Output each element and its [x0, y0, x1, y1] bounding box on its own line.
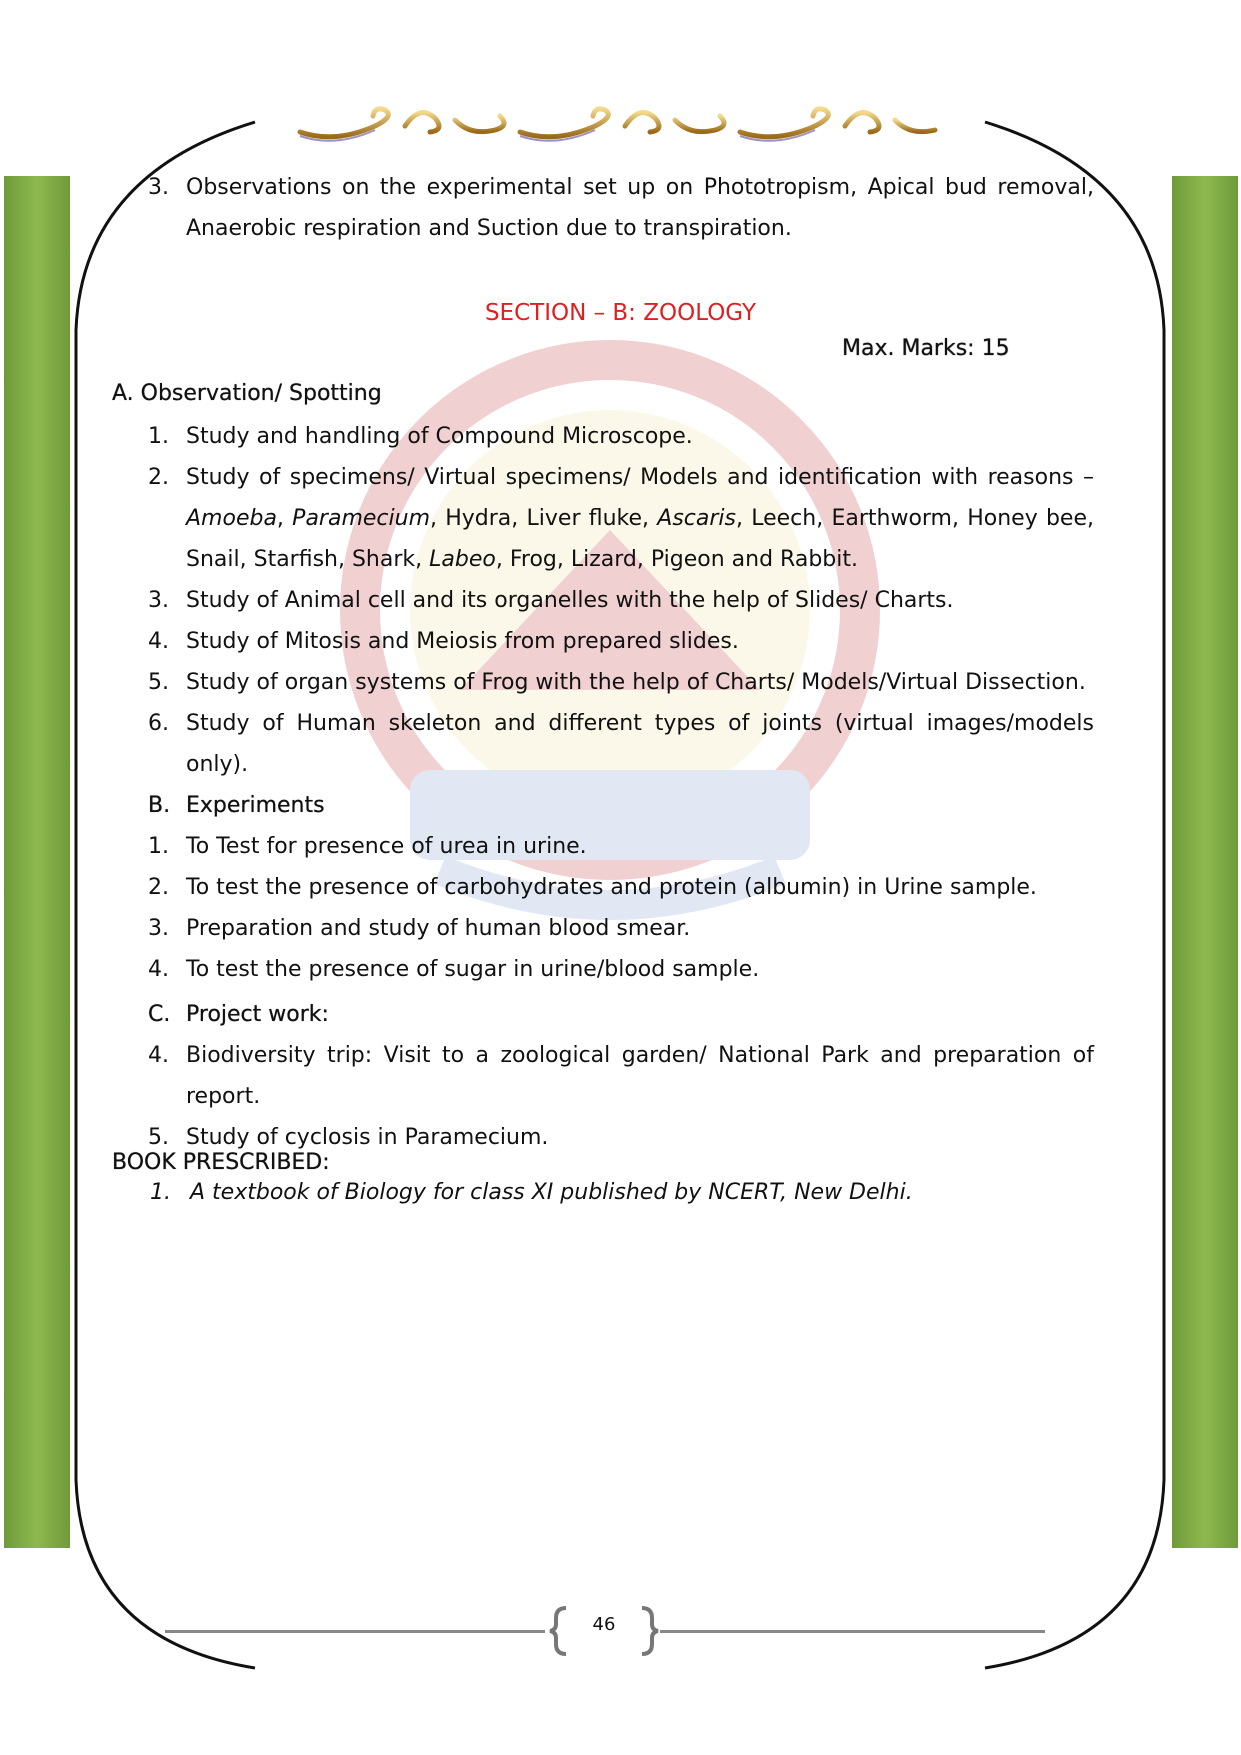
item-number: 4.: [148, 1043, 169, 1068]
item-text: Study of Animal cell and its organelles with the help of Slides/ Charts.: [186, 588, 954, 613]
header-ornament-icon: [295, 96, 945, 152]
page-number: 46: [592, 1614, 616, 1635]
book-item: [150, 1180, 913, 1205]
list-item: [148, 949, 1094, 990]
text-segment: ,: [276, 506, 293, 531]
item-number: 1.: [148, 424, 169, 449]
section-title: SECTION – B: ZOOLOGY: [484, 300, 757, 326]
text-segment: , Leech, Earthworm, Honey bee, Snail, Starfish, Shark,: [186, 506, 1094, 572]
list-item: [148, 908, 1094, 949]
max-marks: Max. Marks: 15: [842, 336, 1010, 361]
part-c-title: Project work:: [186, 1002, 329, 1027]
item-number: 2.: [148, 875, 169, 900]
intro-list-item: [148, 167, 1094, 249]
list-item: [148, 867, 1094, 908]
footer-rule-right: [660, 1630, 1045, 1633]
intro-item-number: 3.: [148, 175, 169, 200]
list-item: [148, 826, 1094, 867]
book-item-text: A textbook of Biology for class XI published by NCERT, New Delhi.: [190, 1180, 913, 1205]
item-number: 2.: [148, 465, 169, 490]
item-number: 6.: [148, 711, 169, 736]
species-name: Ascaris: [657, 506, 736, 531]
part-a-heading: A. Observation/ Spotting: [112, 381, 382, 406]
item-text: To test the presence of sugar in urine/blood sample.: [186, 957, 760, 982]
text-segment: , Hydra, Liver fluke,: [430, 506, 658, 531]
text-segment: , Frog, Lizard, Pigeon and Rabbit.: [495, 547, 858, 572]
part-c-heading: [148, 994, 1094, 1035]
item-text: To test the presence of carbohydrates and protein (albumin) in Urine sample.: [186, 875, 1037, 900]
item-number: 4.: [148, 957, 169, 982]
part-c-list: [148, 994, 1094, 1158]
list-item: [148, 1035, 1094, 1117]
book-item-number: 1.: [150, 1180, 171, 1205]
item-number: 3.: [148, 588, 169, 613]
list-item: [148, 580, 1094, 621]
list-item: [148, 416, 1094, 457]
item-text: Study and handling of Compound Microscope.: [186, 424, 693, 449]
species-name: Paramecium: [292, 506, 430, 531]
item-number: 5.: [148, 1125, 169, 1150]
item-number: 1.: [148, 834, 169, 859]
list-item: [148, 457, 1094, 580]
list-item: [148, 662, 1094, 703]
item-text: Biodiversity trip: Visit to a zoological garden/ National Park and preparation of report.: [186, 1043, 1094, 1109]
list-item: [148, 703, 1094, 785]
item-number: 5.: [148, 670, 169, 695]
part-a-list: [148, 416, 1094, 990]
species-name: Labeo: [429, 547, 496, 572]
intro-item-text: Observations on the experimental set up on Phototropism, Apical bud removal, Anaerobic respiration and Suction due to transpiration.: [186, 175, 1094, 241]
part-b-label: B.: [148, 793, 171, 818]
item-text: Study of Mitosis and Meiosis from prepared slides.: [186, 629, 739, 654]
text-segment: Study of specimens/ Virtual specimens/ Models and identification with reasons –: [186, 465, 1094, 490]
item-text: Study of cyclosis in Paramecium.: [186, 1125, 549, 1150]
item-text: Study of organ systems of Frog with the help of Charts/ Models/Virtual Dissection.: [186, 670, 1086, 695]
item-text: Study of Human skeleton and different types of joints (virtual images/models only).: [186, 711, 1094, 777]
item-text: To Test for presence of urea in urine.: [186, 834, 587, 859]
item-number: 3.: [148, 916, 169, 941]
item-text: [186, 457, 1094, 580]
part-c-label: C.: [148, 1002, 171, 1027]
part-b-title: Experiments: [186, 793, 325, 818]
item-text: Preparation and study of human blood smear.: [186, 916, 691, 941]
part-b-heading: [148, 785, 1094, 826]
item-number: 4.: [148, 629, 169, 654]
footer-rule-left: [165, 1630, 545, 1633]
book-heading: BOOK PRESCRIBED:: [112, 1150, 330, 1175]
list-item: [148, 621, 1094, 662]
species-name: Amoeba: [186, 506, 277, 531]
